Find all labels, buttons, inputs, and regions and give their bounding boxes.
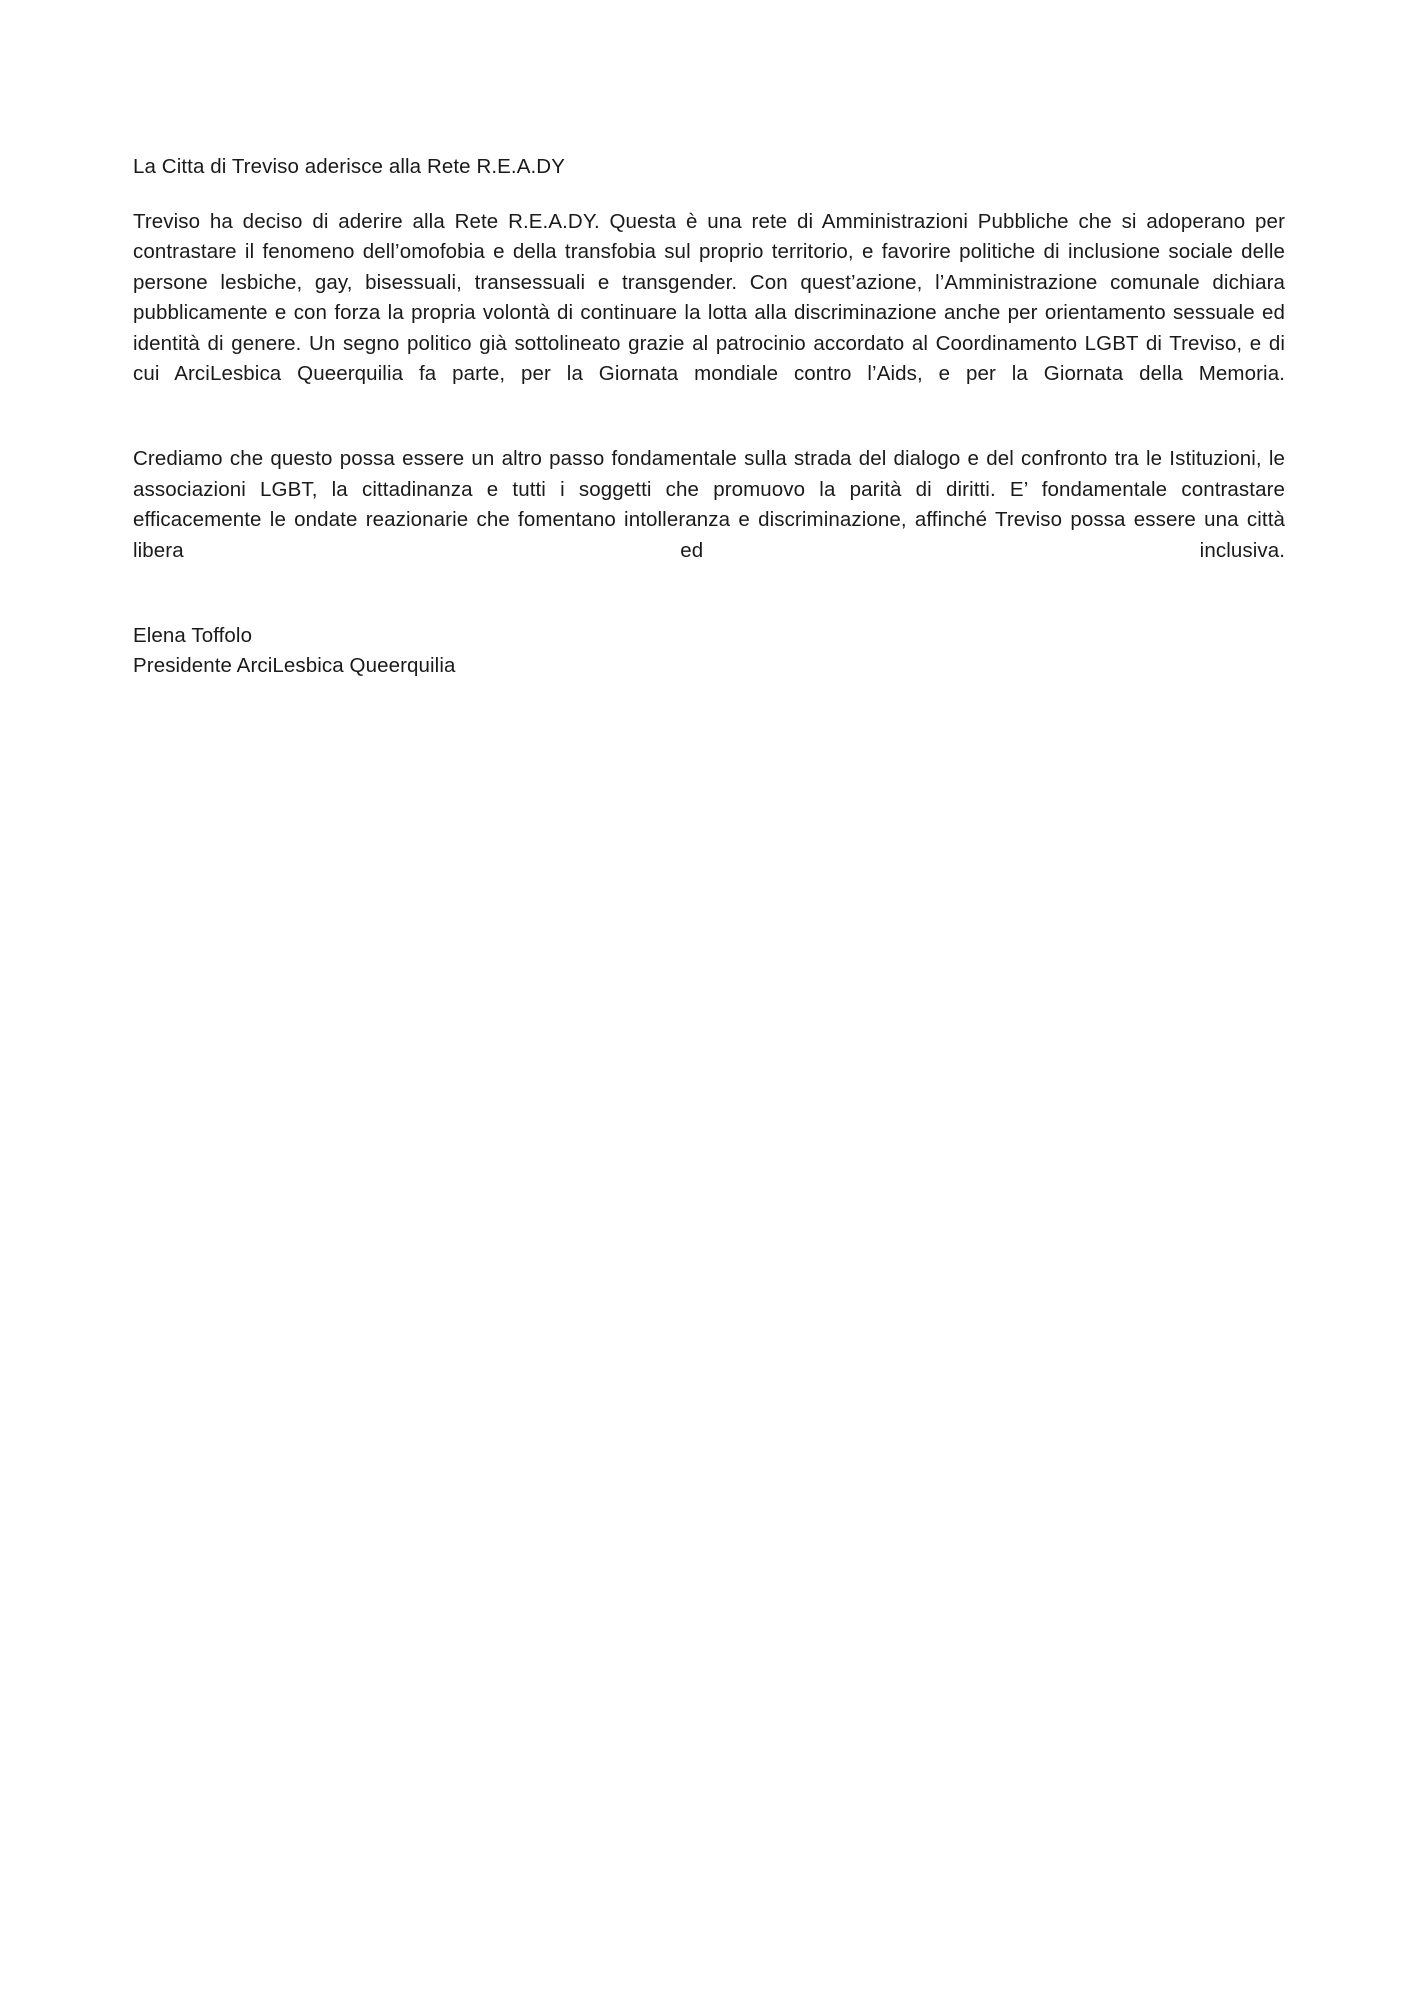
document-text-body [133,152,1285,682]
signature-role: Presidente ArciLesbica Queerquilia [133,654,456,677]
paragraph-1: Treviso ha deciso di aderire alla Rete R.E.A.DY. Questa è una rete di Amministrazioni Pubbliche che si adoperano per contrastare il fenomeno dell’omofobia e della transfobia sul proprio territorio, e favorire politiche di inclusione sociale delle persone lesbiche, gay, bisessuali, transessuali e transgender. Con quest’azione, l’Amministrazione comunale dichiara pubblicamente e con forza la propria volontà di continuare la lotta alla discriminazione anche per orientamento sessuale ed identità di genere. Un segno politico già sottolineato grazie al patrocinio accordato al Coordinamento LGBT di Treviso, e di cui ArciLesbica Queerquilia fa parte, per la Giornata mondiale contro l’Aids, e per la Giornata della Memoria. [133,209,1285,385]
paragraph-2: Crediamo che questo possa essere un altro passo fondamentale sulla strada del dialogo e del confronto tra le Istituzioni, le associazioni LGBT, la cittadinanza e tutti i soggetti che promuovo la parità di diritti. E’ fondamentale contrastare efficacemente le ondate reazionarie che fomentano intolleranza e discriminazione, affinché Treviso possa essere una città libera ed inclusiva. [133,447,1285,562]
signature-block [133,621,1285,682]
document-title: La Citta di Treviso aderisce alla Rete R.E.A.DY [133,155,565,178]
signature-name: Elena Toffolo [133,623,253,647]
